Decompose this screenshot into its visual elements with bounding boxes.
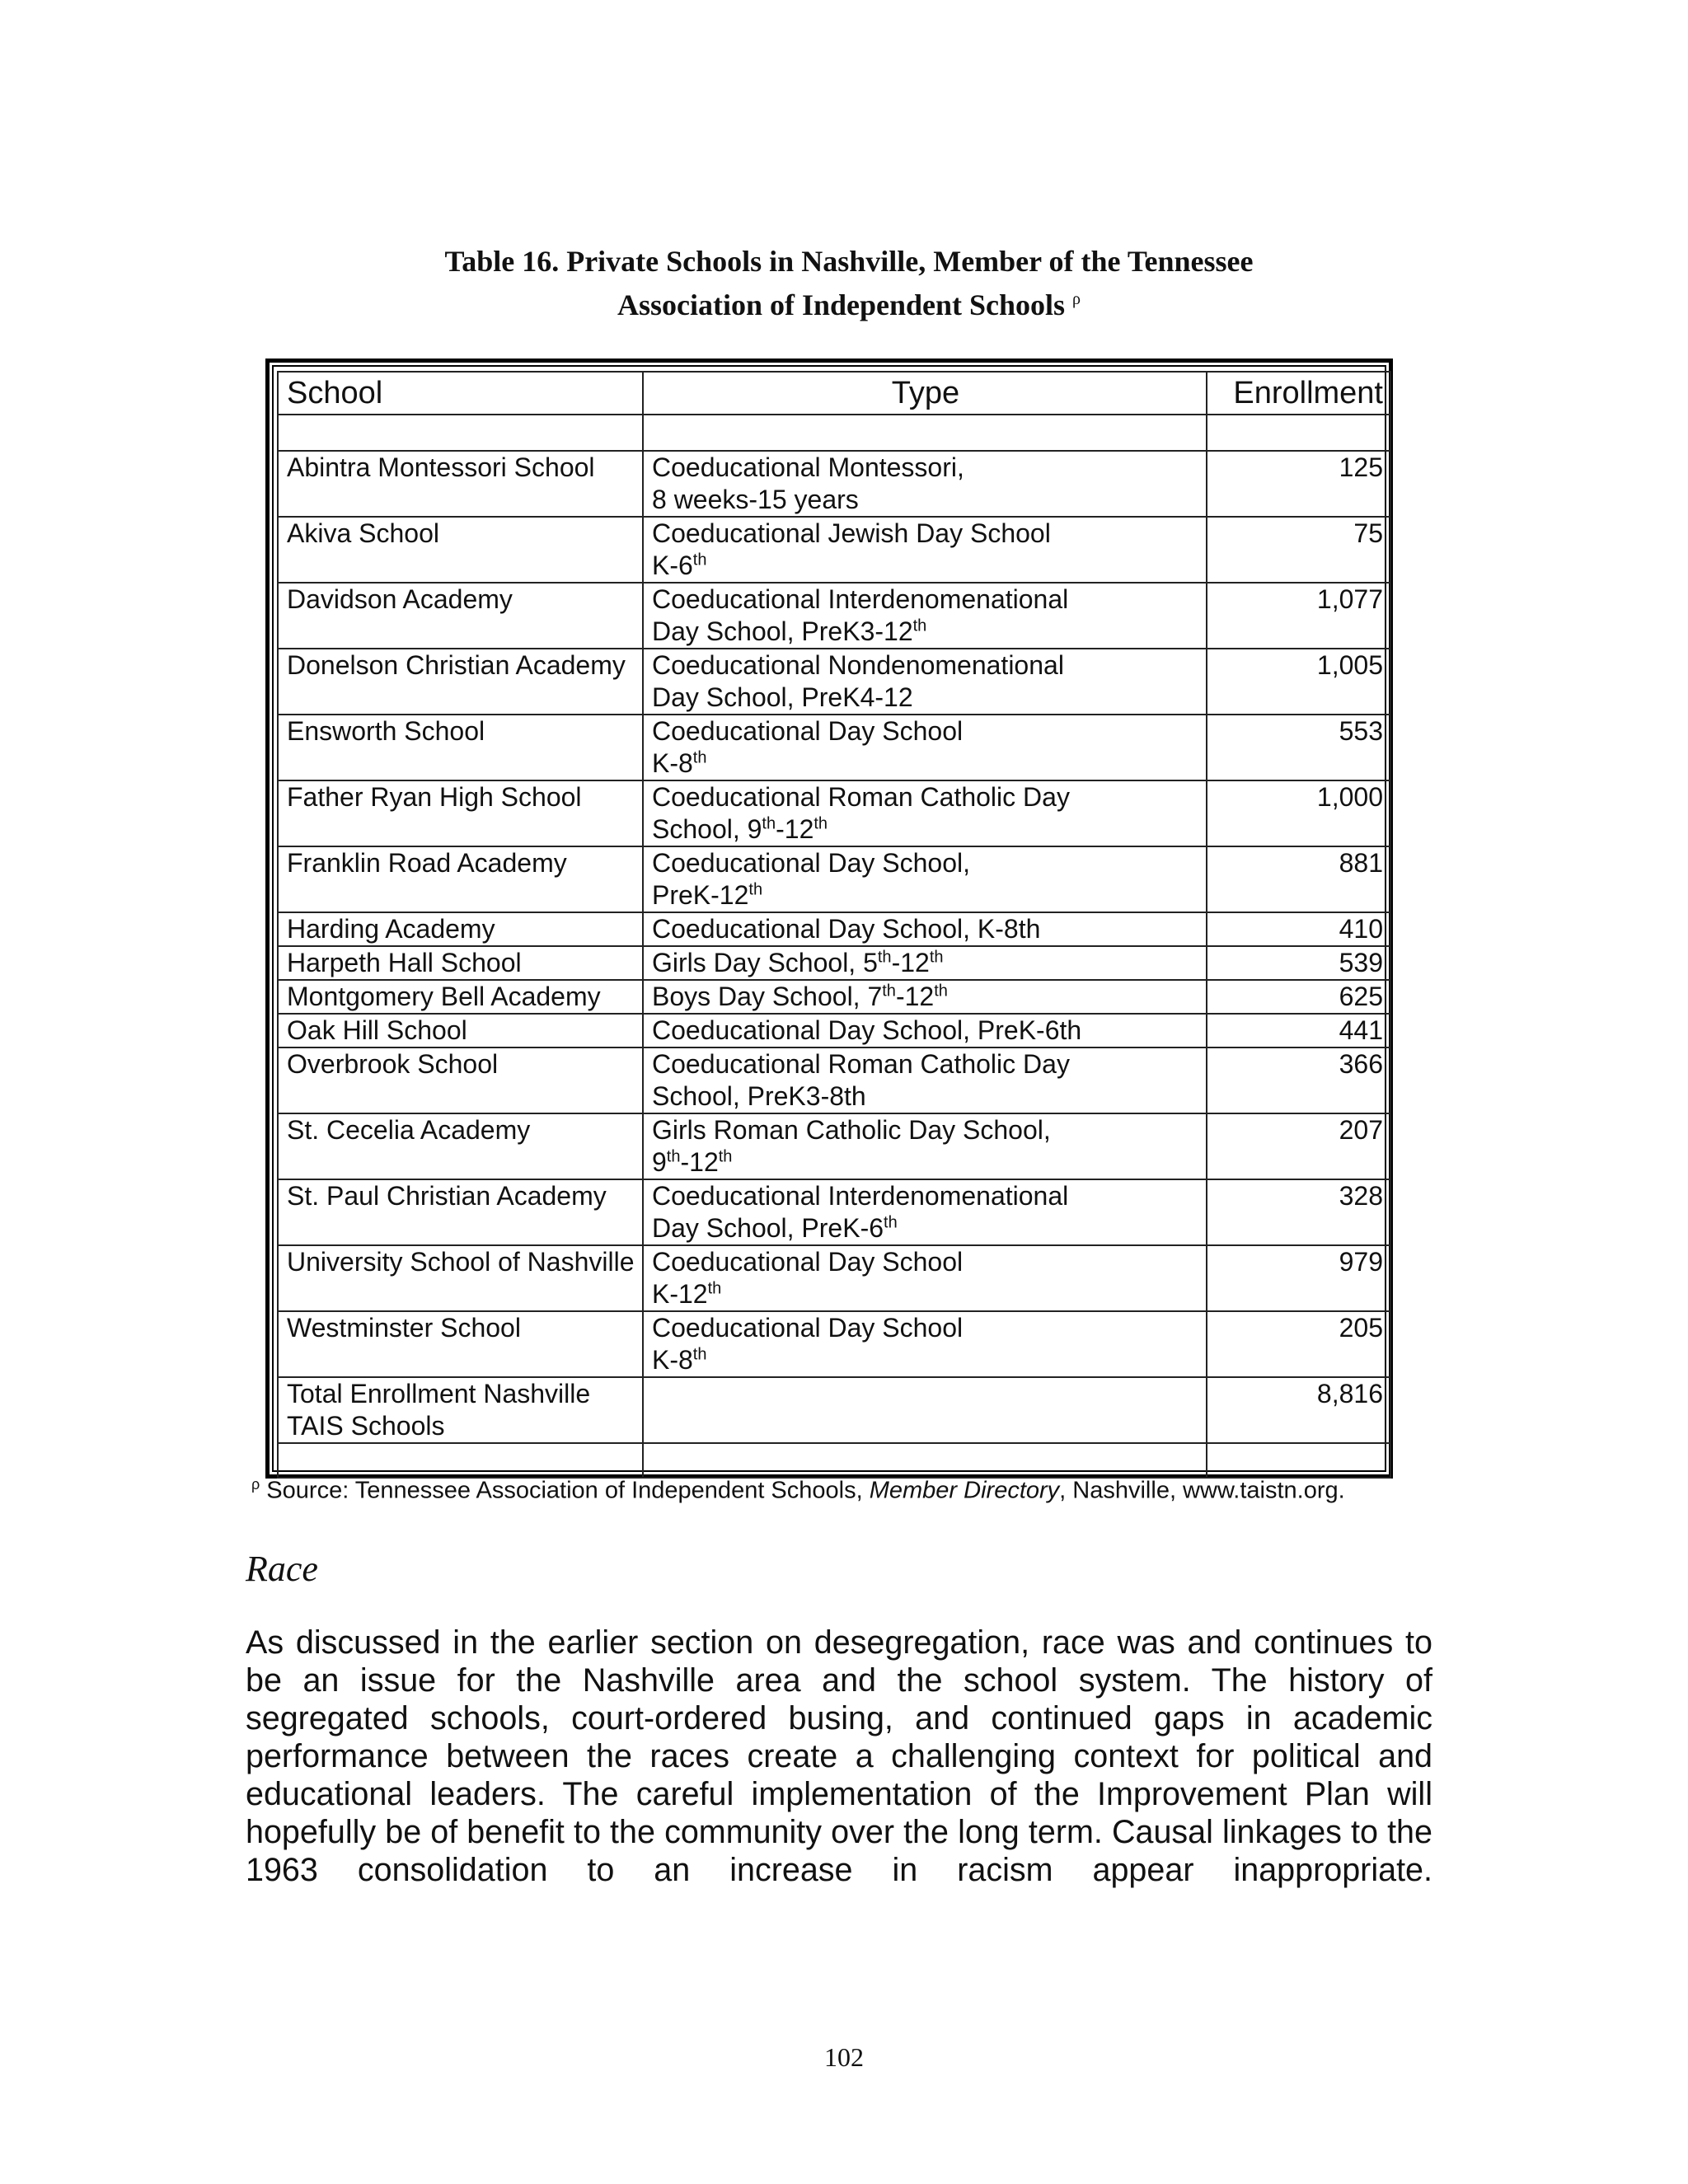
type-line: Coeducational Day School, K-8th: [652, 914, 1041, 944]
type-line: [652, 1378, 1199, 1410]
table-row: [278, 780, 1390, 846]
table-row: [278, 1047, 1390, 1113]
type-line: Coeducational Jewish Day School: [652, 518, 1051, 548]
table-row: [278, 846, 1390, 912]
schools-table: [277, 371, 1391, 1479]
type-cell: [643, 451, 1207, 517]
header-enrollment: Enrollment: [1207, 372, 1390, 415]
type-cell: [643, 583, 1207, 649]
enrollment-cell: 125: [1207, 451, 1390, 517]
caption-line-1: Table 16. Private Schools in Nashville, Member of the Tennessee: [444, 245, 1254, 278]
table-row: [278, 946, 1390, 980]
type-cell: [643, 1047, 1207, 1113]
table-row: [278, 980, 1390, 1014]
type-line: School, PreK3-8th: [652, 1081, 866, 1111]
blank-row: [278, 415, 1390, 451]
body-paragraph: As discussed in the earlier section on desegregation, race was and continues to be an issue for the Nashville area and the school system. The history of segregated schools, court-ordered busing, and continued gaps in academic performance between the races create a challenging context for political and educational leaders. The careful implementation of the Improvement Plan will hopefully be of benefit to the community over the long term. Causal linkages to the 1963 consolidation to an increase in racism appear inappropriate.: [246, 1624, 1432, 1888]
school-cell: Abintra Montessori School: [278, 451, 643, 517]
caption-line-2-text: Association of Independent Schools: [617, 288, 1066, 321]
enrollment-cell: 881: [1207, 846, 1390, 912]
table-row: [278, 912, 1390, 946]
source-note: [251, 1476, 1345, 1505]
caption-line-2: [280, 280, 1418, 324]
enrollment-cell: 1,077: [1207, 583, 1390, 649]
type-line: K-12th: [652, 1279, 722, 1309]
table-row: [278, 451, 1390, 517]
type-line: 8 weeks-15 years: [652, 485, 859, 514]
type-line: Coeducational Roman Catholic Day: [652, 1049, 1070, 1079]
enrollment-cell: 1,000: [1207, 780, 1390, 846]
table-row: [278, 1113, 1390, 1179]
caption-footnote-marker: ρ: [1072, 290, 1081, 308]
type-cell: [643, 980, 1207, 1014]
table-header-row: [278, 372, 1390, 415]
source-footnote-marker: ρ: [251, 1476, 260, 1493]
school-cell: Westminster School: [278, 1311, 643, 1377]
header-type: Type: [643, 372, 1207, 415]
school-cell: Ensworth School: [278, 715, 643, 780]
page-number: 102: [824, 2042, 864, 2072]
type-cell: [643, 780, 1207, 846]
table-row: [278, 1245, 1390, 1311]
school-cell: Davidson Academy: [278, 583, 643, 649]
type-line: School, 9th-12th: [652, 814, 828, 844]
enrollment-cell: 75: [1207, 517, 1390, 583]
school-cell: Donelson Christian Academy: [278, 649, 643, 715]
enrollment-cell: 441: [1207, 1014, 1390, 1047]
school-cell: Harpeth Hall School: [278, 946, 643, 980]
table-row: [278, 1179, 1390, 1245]
schools-table-frame: [265, 359, 1393, 1479]
enrollment-cell: 979: [1207, 1245, 1390, 1311]
type-cell: [643, 517, 1207, 583]
table-body: [278, 415, 1390, 1478]
type-line: PreK-12th: [652, 880, 763, 910]
enrollment-cell: 410: [1207, 912, 1390, 946]
school-cell: Montgomery Bell Academy: [278, 980, 643, 1014]
enrollment-cell: 1,005: [1207, 649, 1390, 715]
type-cell: [643, 946, 1207, 980]
type-line: Day School, PreK3-12th: [652, 616, 927, 646]
table-row: [278, 715, 1390, 780]
school-cell: University School of Nashville: [278, 1245, 643, 1311]
type-cell: [643, 1179, 1207, 1245]
type-cell: [643, 846, 1207, 912]
type-cell: [643, 912, 1207, 946]
type-line: Coeducational Day School: [652, 1247, 964, 1277]
enrollment-cell: 8,816: [1207, 1377, 1390, 1443]
source-prefix: Source: Tennessee Association of Independent Schools,: [260, 1477, 870, 1504]
enrollment-cell: 366: [1207, 1047, 1390, 1113]
type-line: Day School, PreK-6th: [652, 1213, 898, 1243]
table-row: [278, 517, 1390, 583]
school-cell: Franklin Road Academy: [278, 846, 643, 912]
type-line: Coeducational Nondenomenational: [652, 650, 1064, 680]
table-row: [278, 1377, 1390, 1443]
enrollment-cell: 205: [1207, 1311, 1390, 1377]
school-cell: Overbrook School: [278, 1047, 643, 1113]
type-line: Coeducational Day School: [652, 1313, 964, 1343]
school-cell: Father Ryan High School: [278, 780, 643, 846]
enrollment-cell: 539: [1207, 946, 1390, 980]
type-line: Coeducational Interdenomenational: [652, 1181, 1069, 1211]
school-cell: Akiva School: [278, 517, 643, 583]
type-line: Girls Roman Catholic Day School,: [652, 1115, 1051, 1145]
table-row: [278, 1014, 1390, 1047]
blank-row: [278, 1443, 1390, 1478]
type-line: Girls Day School, 5th-12th: [652, 948, 944, 977]
type-line: Boys Day School, 7th-12th: [652, 982, 948, 1011]
table-row: [278, 1311, 1390, 1377]
school-cell: Total Enrollment Nashville TAIS Schools: [278, 1377, 643, 1443]
table-row: [278, 583, 1390, 649]
school-cell: St. Cecelia Academy: [278, 1113, 643, 1179]
table-caption: [280, 242, 1418, 324]
type-line: Coeducational Day School: [652, 716, 964, 746]
type-line: Coeducational Day School, PreK-6th: [652, 1015, 1082, 1045]
source-title: Member Directory: [869, 1477, 1060, 1504]
type-line: 9th-12th: [652, 1147, 733, 1177]
type-cell: [643, 1014, 1207, 1047]
type-line: K-8th: [652, 1345, 707, 1375]
type-line: K-6th: [652, 551, 707, 580]
enrollment-cell: 207: [1207, 1113, 1390, 1179]
type-cell: [643, 1377, 1207, 1443]
type-cell: [643, 1311, 1207, 1377]
table-row: [278, 649, 1390, 715]
type-line: Coeducational Day School,: [652, 848, 971, 878]
school-cell: Oak Hill School: [278, 1014, 643, 1047]
type-cell: [643, 1245, 1207, 1311]
type-line: K-8th: [652, 748, 707, 778]
school-cell: St. Paul Christian Academy: [278, 1179, 643, 1245]
enrollment-cell: 328: [1207, 1179, 1390, 1245]
header-school: School: [278, 372, 643, 415]
type-line: Day School, PreK4-12: [652, 682, 913, 712]
type-line: Coeducational Interdenomenational: [652, 584, 1069, 614]
type-line: Coeducational Roman Catholic Day: [652, 782, 1070, 812]
type-cell: [643, 1113, 1207, 1179]
type-cell: [643, 649, 1207, 715]
section-heading: Race: [246, 1549, 318, 1589]
school-cell: Harding Academy: [278, 912, 643, 946]
enrollment-cell: 553: [1207, 715, 1390, 780]
enrollment-cell: 625: [1207, 980, 1390, 1014]
source-suffix: , Nashville, www.taistn.org.: [1059, 1477, 1345, 1504]
type-cell: [643, 715, 1207, 780]
type-line: Coeducational Montessori,: [652, 452, 964, 482]
